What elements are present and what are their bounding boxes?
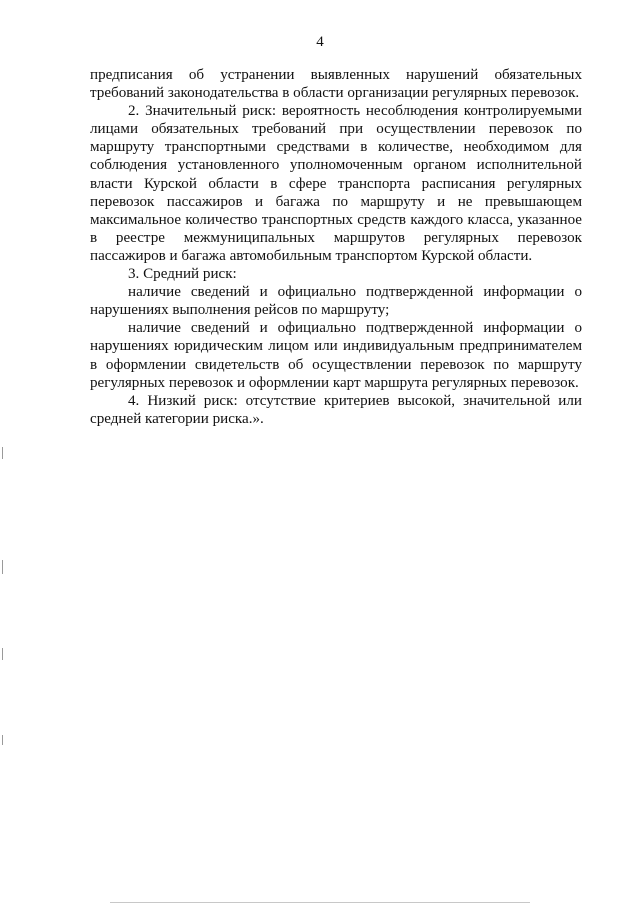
- paragraph-medium-risk-item-1: наличие сведений и официально подтвержденной информации о нарушениях выполнения рейсов по маршруту;: [90, 284, 582, 319]
- scan-edge-mark: [2, 735, 3, 745]
- paragraph-medium-risk-item-2: наличие сведений и официально подтвержденной информации о нарушениях юридическим лицом или индивидуальным предпринимателем в оформлении свидетельств об осуществлении перевозок по маршруту регулярных перевозок и оформлении карт маршрута регулярных перевозок.: [90, 320, 582, 391]
- body-text: [90, 66, 582, 428]
- scan-bottom-edge: [110, 902, 530, 903]
- scan-edge-mark: [2, 648, 3, 660]
- paragraph-significant-risk: 2. Значительный риск: вероятность несоблюдения контролируемыми лицами обязательных требований при осуществлении перевозок по маршруту транспортными средствами в количестве, необходимом для соблюдения установленного уполномоченным органом исполнительной власти Курской области в сфере транспорта расписания регулярных перевозок пассажиров и багажа по маршруту и не превышающем максимальное количество транспортных средств каждого класса, указанное в реестре межмуниципальных маршрутов регулярных перевозок пассажиров и багажа автомобильным транспортом Курской области.: [90, 103, 582, 264]
- paragraph-medium-risk-heading: 3. Средний риск:: [128, 266, 237, 283]
- page-number: 4: [316, 34, 324, 50]
- paragraph-low-risk: 4. Низкий риск: отсутствие критериев высокой, значительной или средней категории риска.».: [90, 392, 582, 427]
- scan-edge-mark: [2, 560, 3, 574]
- scan-edge-mark: [2, 447, 3, 459]
- paragraph-1: предписания об устранении выявленных нарушений обязательных требований законодательства в области организации регулярных перевозок.: [90, 67, 582, 102]
